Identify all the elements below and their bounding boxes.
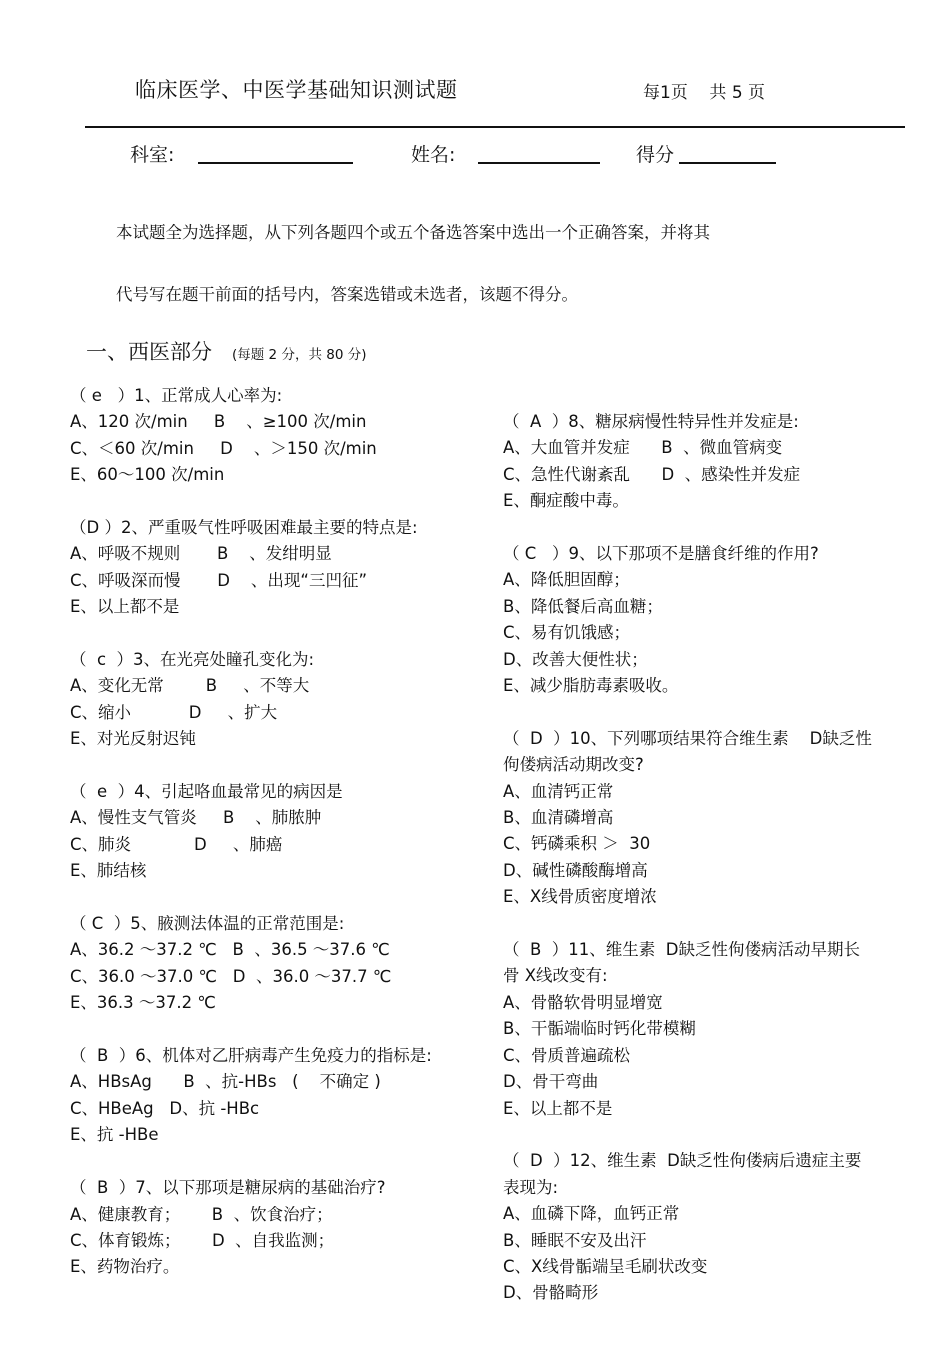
question-spacer (70, 489, 490, 515)
score-label: 得分 (636, 144, 675, 166)
left-question-column (70, 383, 490, 1281)
answer-option-line: C、＜60 次/min D 、＞150 次/min (70, 438, 377, 458)
answer-option-line: E、36.3 ～37.2 ℃ (70, 993, 216, 1013)
question-spacer (70, 621, 490, 647)
question-block (70, 1175, 490, 1281)
question-stem: （ D ）12、维生素 D缺乏性佝偻病后遗症主要 (503, 1151, 862, 1171)
answer-option-line: C、呼吸深而慢 D 、出现“三凹征” (70, 570, 368, 590)
answer-option-line: C、肺炎 D 、肺癌 (70, 834, 283, 854)
answer-option-line: E、药物治疗。 (70, 1257, 180, 1277)
answer-option-line: E、X线骨质密度增浓 (503, 887, 657, 907)
answer-option-line: C、钙磷乘积 ＞ 30 (503, 834, 651, 854)
answer-option-line: B、降低餐后高血糖； (503, 596, 663, 616)
dept-label: 科室: (130, 144, 175, 166)
question-stem-continued: 骨 X线改变有: (503, 966, 608, 986)
question-stem: （ C ）5、腋测法体温的正常范围是: (70, 914, 345, 934)
answer-option-line: A、降低胆固醇； (503, 570, 630, 590)
answer-option-line: C、骨质普遍疏松 (503, 1045, 631, 1065)
answer-option-line: E、以上都不是 (70, 597, 180, 617)
question-spacer (503, 515, 923, 541)
answer-option-line: A、健康教育； B 、饮食治疗； (70, 1204, 333, 1224)
answer-option-line: C、X线骨骺端呈毛刷状改变 (503, 1256, 708, 1276)
answer-option-line: A、变化无常 B 、不等大 (70, 676, 310, 696)
question-stem-continued: 佝偻病活动期改变? (503, 755, 644, 775)
question-block (503, 937, 923, 1122)
question-block (70, 779, 490, 885)
question-block (70, 1043, 490, 1149)
question-stem: （ e ）4、引起咯血最常见的病因是 (70, 782, 343, 802)
question-stem: （ D ）10、下列哪项结果符合维生素 D缺乏性 (503, 728, 872, 748)
answer-option-line: E、60～100 次/min (70, 465, 225, 485)
answer-option-line: A、血磷下降，血钙正常 (503, 1204, 680, 1224)
section-title: 一、西医部分 (86, 340, 212, 364)
question-stem: （ B ）11、维生素 D缺乏性佝偻病活动早期长 (503, 940, 860, 960)
answer-option-line: E、肺结核 (70, 861, 147, 881)
answer-option-line: A、36.2 ～37.2 ℃ B 、36.5 ～37.6 ℃ (70, 940, 390, 960)
question-spacer (70, 1017, 490, 1043)
question-spacer (70, 1149, 490, 1175)
name-label: 姓名: (411, 144, 456, 166)
answer-option-line: B、干骺端临时钙化带模糊 (503, 1019, 696, 1039)
question-block (70, 515, 490, 621)
dept-blank[interactable] (198, 162, 353, 164)
instruction-line-1: 本试题全为选择题，从下列各题四个或五个备选答案中选出一个正确答案，并将其 (116, 223, 710, 242)
answer-option-line: C、HBeAg D、抗 -HBc (70, 1098, 260, 1118)
answer-option-line: C、缩小 D 、扩大 (70, 702, 278, 722)
question-spacer (503, 699, 923, 725)
page-title: 临床医学、中医学基础知识测试题 (135, 78, 458, 102)
answer-option-line: C、体育锻炼； D 、自我监测； (70, 1230, 335, 1250)
right-question-column (503, 409, 923, 1307)
section-note: (每题 2 分，共 80 分) (232, 347, 367, 363)
answer-option-line: D、骨骼畸形 (503, 1283, 599, 1303)
answer-option-line: E、对光反射迟钝 (70, 729, 196, 749)
answer-option-line: A、慢性支气管炎 B 、肺脓肿 (70, 808, 322, 828)
question-stem: （ C ）9、以下那项不是膳食纤维的作用? (503, 544, 819, 564)
answer-option-line: C、易有饥饿感； (503, 623, 631, 643)
question-block (70, 383, 490, 489)
answer-option-line: A、大血管并发症 B 、微血管病变 (503, 438, 783, 458)
answer-option-line: D、碱性磷酸酶增高 (503, 860, 648, 880)
question-block (503, 726, 923, 911)
answer-option-line: B、血清磷增高 (503, 808, 614, 828)
question-spacer (70, 753, 490, 779)
question-stem: （ B ）6、机体对乙肝病毒产生免疫力的指标是: (70, 1046, 432, 1066)
page-number-info: 每1页 共 5 页 (643, 83, 766, 103)
question-spacer (503, 1122, 923, 1148)
answer-option-line: D、改善大便性状； (503, 649, 648, 669)
question-spacer (70, 885, 490, 911)
instruction-line-2: 代号写在题干前面的括号内，答案选错或未选者，该题不得分。 (116, 285, 578, 304)
answer-option-line: A、血清钙正常 (503, 781, 614, 801)
question-block (70, 911, 490, 1017)
answer-option-line: E、以上都不是 (503, 1098, 613, 1118)
header-divider (85, 126, 905, 128)
question-stem: （ A ）8、糖尿病慢性特异性并发症是: (503, 412, 799, 431)
answer-option-line: E、减少脂肪毒素吸收。 (503, 676, 679, 696)
question-stem: （ e ）1、正常成人心率为: (70, 386, 283, 405)
question-block (503, 409, 923, 515)
question-stem: （D ）2、严重吸气性呼吸困难最主要的特点是: (70, 518, 418, 538)
question-spacer (503, 911, 923, 937)
question-stem-continued: 表现为: (503, 1177, 559, 1197)
question-stem: （ B ）7、以下那项是糖尿病的基础治疗? (70, 1178, 386, 1198)
answer-option-line: A、呼吸不规则 B 、发绀明显 (70, 544, 332, 564)
answer-option-line: E、酮症酸中毒。 (503, 491, 629, 511)
answer-option-line: C、36.0 ～37.0 ℃ D 、36.0 ～37.7 ℃ (70, 966, 392, 986)
name-blank[interactable] (478, 162, 600, 164)
answer-option-line: E、抗 -HBe (70, 1125, 159, 1145)
answer-option-line: B、睡眠不安及出汗 (503, 1230, 647, 1250)
score-blank[interactable] (679, 162, 776, 164)
question-block (503, 541, 923, 699)
question-block (70, 647, 490, 753)
answer-option-line: D、骨干弯曲 (503, 1072, 599, 1092)
section-heading (86, 336, 366, 366)
answer-option-line: A、骨骼软骨明显增宽 (503, 992, 663, 1012)
answer-option-line: A、120 次/min B 、≥100 次/min (70, 412, 367, 432)
question-stem: （ c ）3、在光亮处瞳孔变化为: (70, 650, 315, 670)
question-block (503, 1148, 923, 1306)
answer-option-line: A、HBsAg B 、抗-HBs ( 不确定 ) (70, 1072, 381, 1092)
answer-option-line: C、急性代谢紊乱 D 、感染性并发症 (503, 464, 801, 484)
